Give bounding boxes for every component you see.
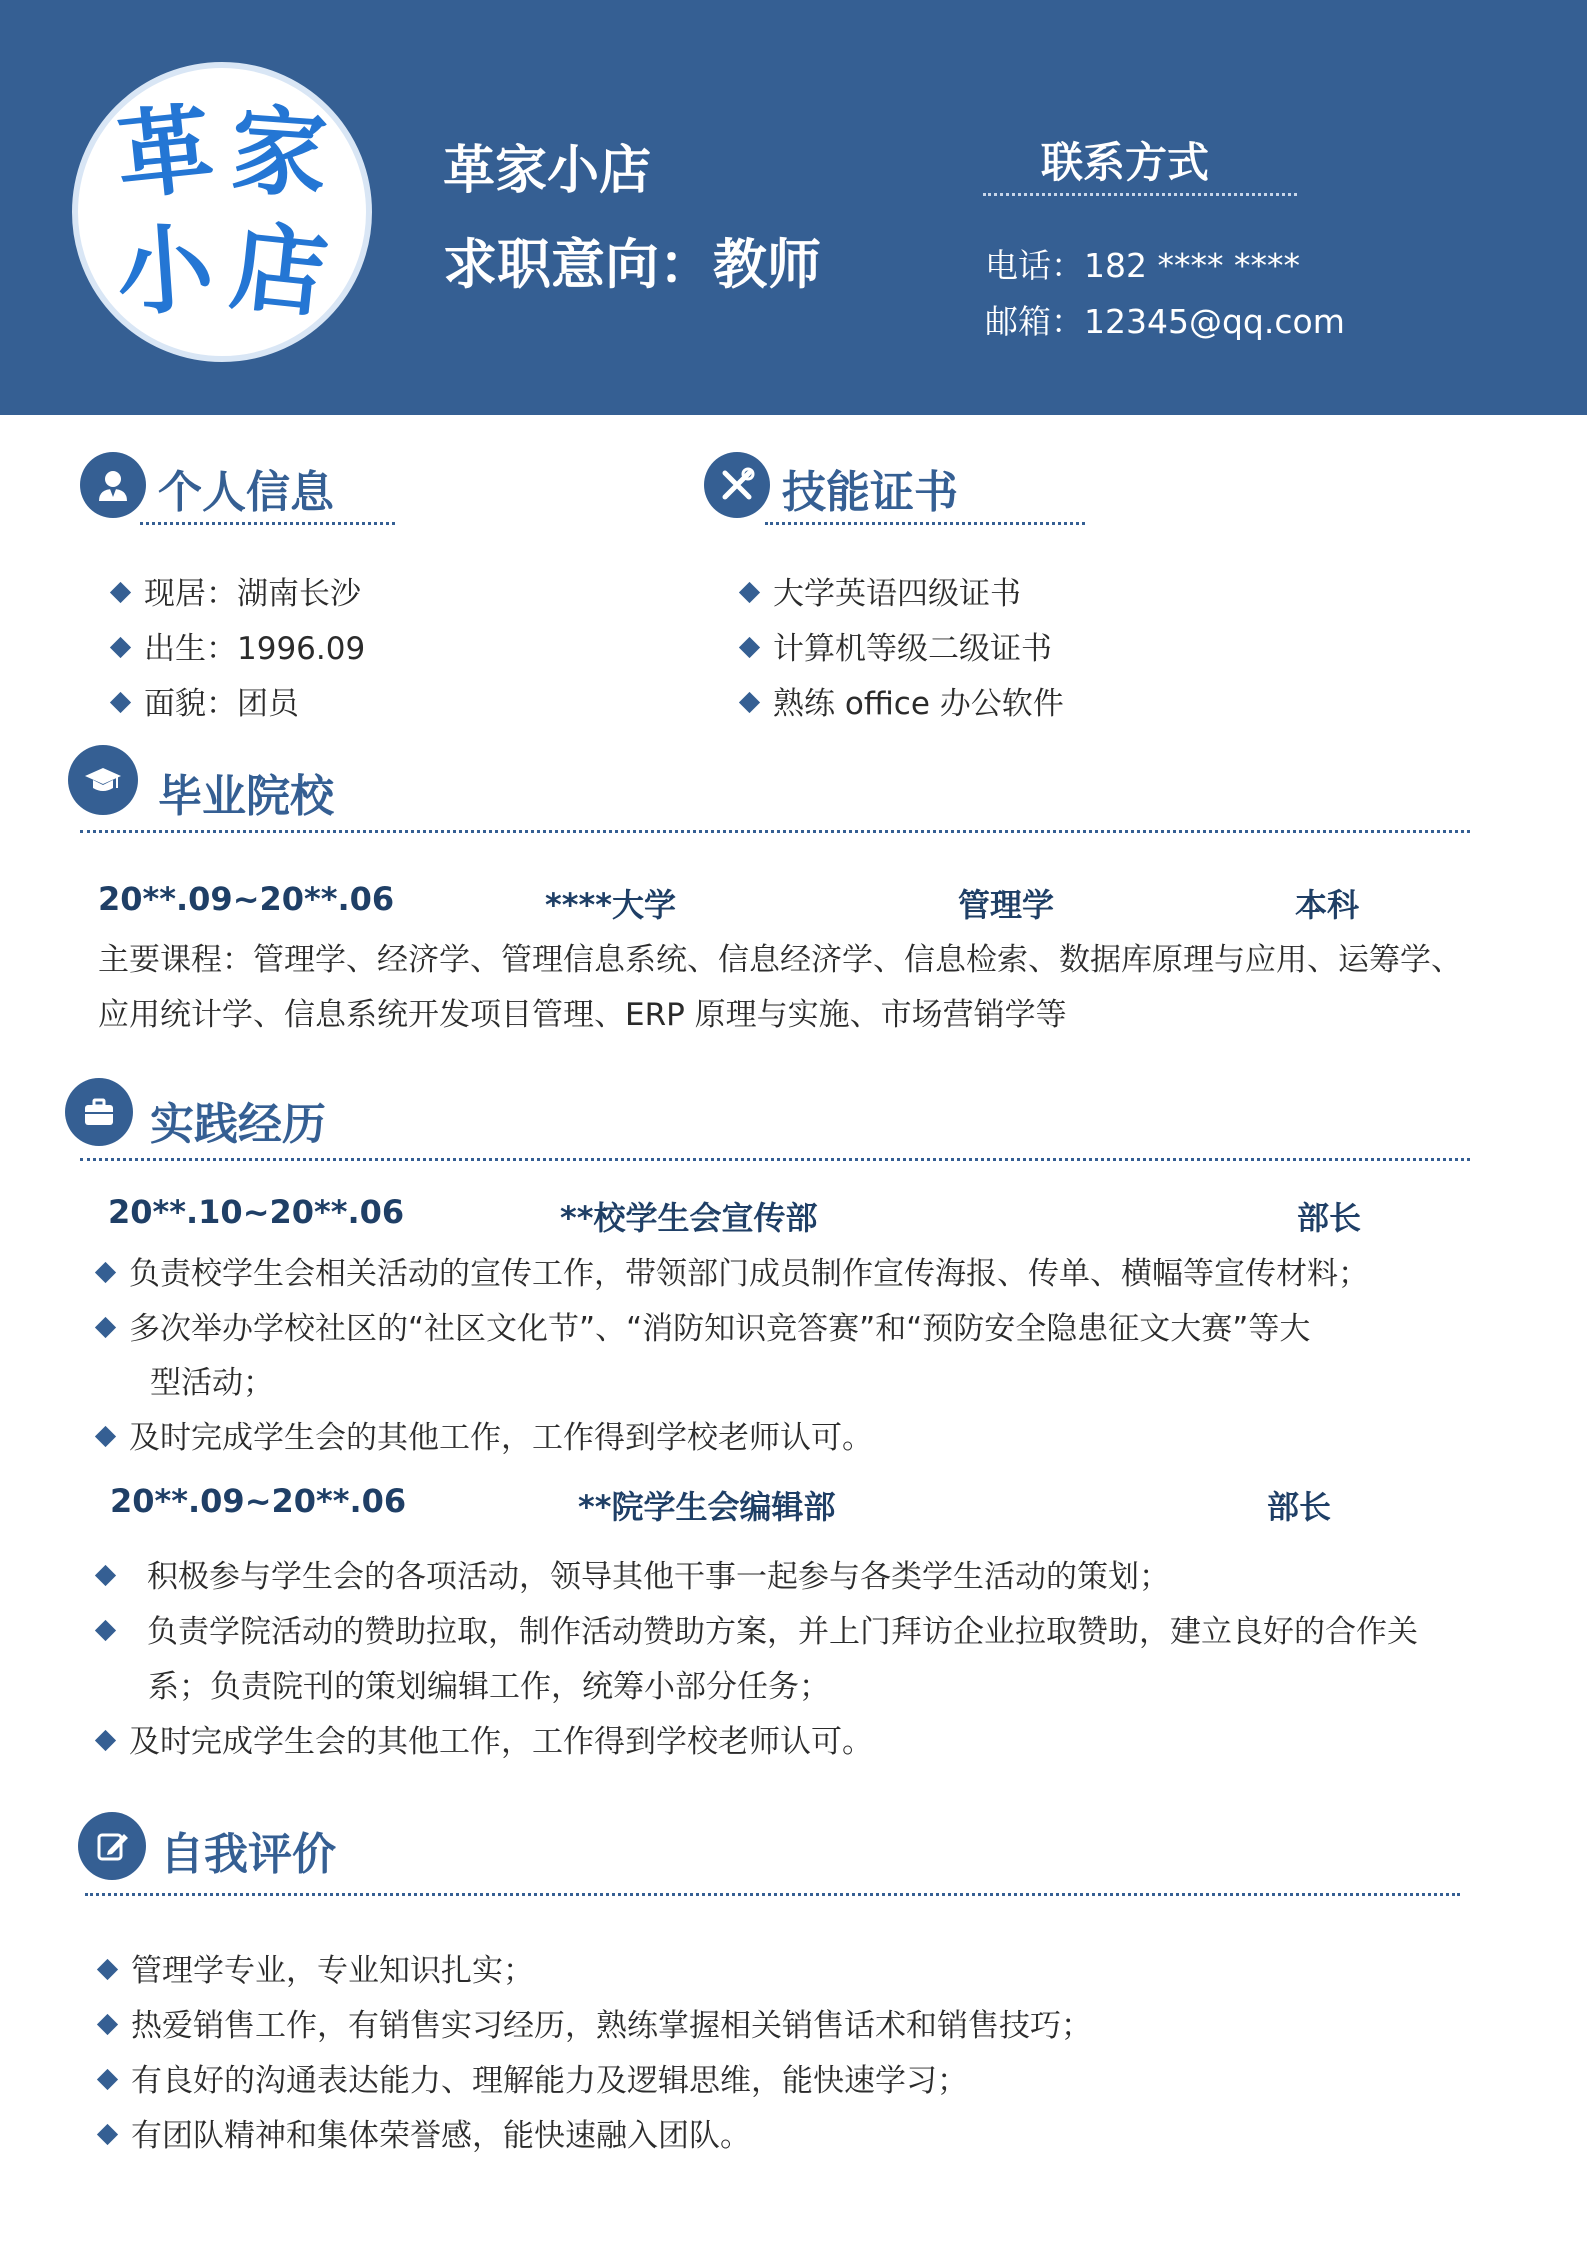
education-title: 毕业院校 [158,771,334,822]
job-org: **校学生会宣传部 [560,1199,818,1237]
job-duty: 及时完成学生会的其他工作，工作得到学校老师认可。 [98,1412,873,1457]
skill-item: 熟练 office 办公软件 [742,678,1064,723]
diamond-bullet-icon [739,582,760,603]
personal-item: 出生：1996.09 [113,623,365,668]
diamond-bullet-icon [110,582,131,603]
self-eval-item: 管理学专业，专业知识扎实； [100,1945,534,1990]
education-major: 管理学 [958,886,1055,924]
diamond-bullet-icon [97,2069,118,2090]
diamond-bullet-icon [95,1426,116,1447]
job-period: 20**.10~20**.06 [108,1193,405,1231]
personal-info-title: 个人信息 [158,467,334,518]
diamond-bullet-icon [95,1565,116,1586]
job-duty: 负责学院活动的赞助拉取，制作活动赞助方案，并上门拜访企业拉取赞助，建立良好的合作关 [98,1606,1418,1651]
job-org: **院学生会编辑部 [578,1488,836,1526]
self-eval-item: 有团队精神和集体荣誉感，能快速融入团队。 [100,2110,751,2155]
diamond-bullet-icon [95,1262,116,1283]
logo-char: 店 [225,209,333,332]
skill-item: 大学英语四级证书 [742,568,1021,613]
contact-title: 联系方式 [1040,138,1209,187]
briefcase-icon [65,1078,133,1146]
job-duty: 负责校学生会相关活动的宣传工作，带领部门成员制作宣传海报、传单、横幅等宣传材料； [98,1248,1369,1293]
diamond-bullet-icon [95,1730,116,1751]
personal-divider [140,522,395,525]
applicant-name: 革家小店 [443,141,652,201]
self-eval-title: 自我评价 [160,1829,336,1880]
job-duty-continued: 系；负责院刊的策划编辑工作，统筹小部分任务； [148,1669,830,1705]
job-duty: 积极参与学生会的各项活动，领导其他干事一起参与各类学生活动的策划； [98,1551,1170,1596]
diamond-bullet-icon [97,2124,118,2145]
job-duty-continued: 型活动； [150,1365,274,1401]
self-eval-divider [85,1893,1460,1896]
education-period: 20**.09~20**.06 [98,880,395,918]
diamond-bullet-icon [95,1620,116,1641]
graduation-cap-icon [68,745,138,815]
diamond-bullet-icon [95,1317,116,1338]
skills-divider [765,522,1085,525]
diamond-bullet-icon [739,692,760,713]
education-courses: 主要课程：管理学、经济学、管理信息系统、信息经济学、信息检索、数据库原理与应用、运筹学、 [98,942,1462,978]
contact-divider [983,193,1297,196]
skill-item: 计算机等级二级证书 [742,623,1052,668]
header-banner [0,0,1587,415]
practice-title: 实践经历 [150,1099,326,1150]
edit-pencil-icon [78,1812,146,1880]
skills-title: 技能证书 [782,467,958,518]
education-degree: 本科 [1295,886,1360,924]
logo-char: 小 [113,210,217,331]
diamond-bullet-icon [110,692,131,713]
personal-item: 面貌：团员 [113,678,299,723]
contact-email: 邮箱：12345@qq.com [985,302,1345,341]
tools-icon [704,452,770,518]
self-eval-item: 热爱销售工作，有销售实习经历，熟练掌握相关销售话术和销售技巧； [100,2000,1092,2045]
job-role: 部长 [1297,1199,1362,1237]
job-duty: 多次举办学校社区的“社区文化节”、“消防知识竞答赛”和“预防安全隐患征文大赛”等大 [98,1303,1310,1348]
job-duty: 及时完成学生会的其他工作，工作得到学校老师认可。 [98,1716,873,1761]
education-divider [80,830,1470,833]
person-icon [80,452,146,518]
job-intent: 求职意向：教师 [443,233,821,296]
diamond-bullet-icon [739,637,760,658]
personal-item: 现居：湖南长沙 [113,568,361,613]
logo-char: 革 [111,91,219,214]
diamond-bullet-icon [97,1959,118,1980]
self-eval-item: 有良好的沟通表达能力、理解能力及逻辑思维，能快速学习； [100,2055,968,2100]
education-courses: 应用统计学、信息系统开发项目管理、ERP 原理与实施、市场营销学等 [98,997,1067,1033]
diamond-bullet-icon [110,637,131,658]
job-role: 部长 [1267,1488,1332,1526]
logo-char: 家 [227,92,331,213]
job-period: 20**.09~20**.06 [110,1482,407,1520]
contact-phone: 电话：182 **** **** [985,246,1300,285]
practice-divider [80,1158,1470,1161]
shop-logo [72,62,372,362]
diamond-bullet-icon [97,2014,118,2035]
education-school: ****大学 [545,886,676,924]
